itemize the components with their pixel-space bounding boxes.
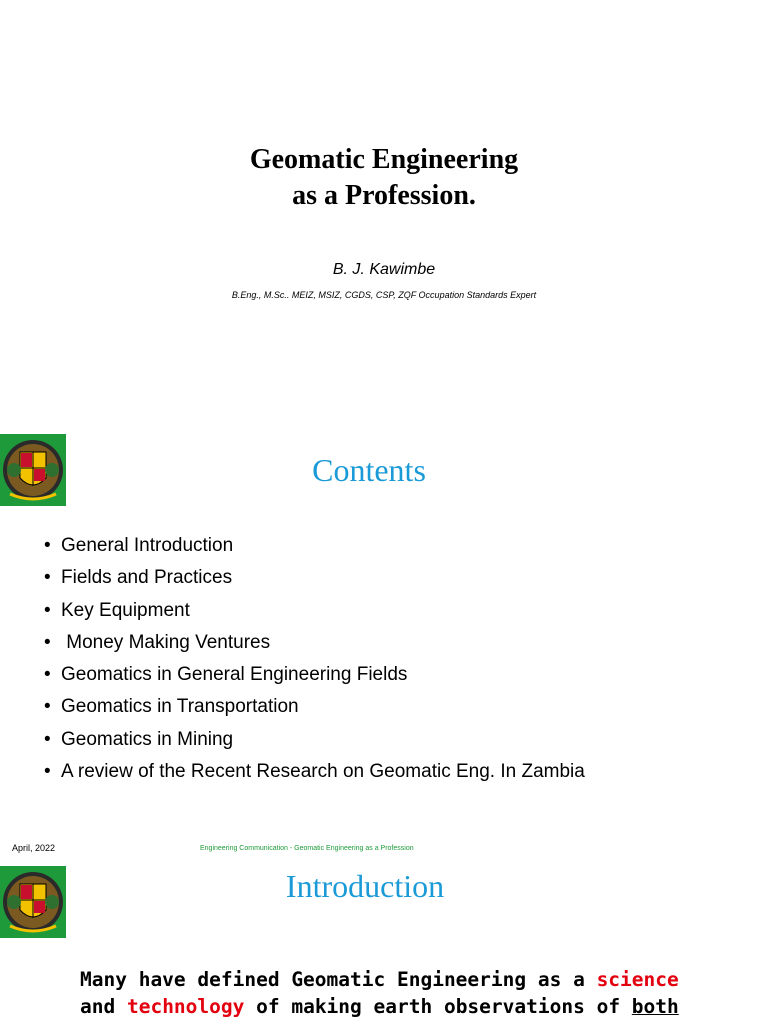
contents-list: [44, 530, 585, 788]
presentation-title: [0, 142, 768, 214]
introduction-heading: Introduction: [285, 868, 445, 904]
title-slide: [0, 0, 768, 430]
list-item: • Money Making Ventures: [44, 631, 271, 653]
list-item: • Geomatics in Mining: [44, 728, 234, 750]
list-item: • Geomatics in Transportation: [44, 696, 299, 718]
footer-caption: Engineering Communication - Geomatic Engineering as a Profession: [200, 845, 414, 852]
author-credentials: B.Eng., M.Sc.. MEIZ, MSIZ, CGDS, CSP, ZQF Occupation Standards Expert: [231, 290, 537, 300]
list-item: • Key Equipment: [44, 599, 190, 621]
contents-heading: Contents: [312, 452, 426, 488]
list-item: • Geomatics in General Engineering Fields: [44, 664, 408, 686]
list-item: • A review of the Recent Research on Geomatic Eng. In Zambia: [44, 761, 585, 783]
title-line-1: Geomatic Engineering: [249, 144, 519, 175]
intro-line-2: and technology of making earth observations of both: [80, 995, 679, 1018]
intro-line-1: Many have defined Geomatic Engineering as a science: [80, 968, 679, 991]
list-item: • Fields and Practices: [44, 567, 233, 589]
introduction-paragraph: [80, 966, 680, 1020]
title-line-2: as a Profession.: [292, 180, 476, 211]
list-item: • General Introduction: [44, 535, 234, 556]
footer-date: April, 2022: [12, 843, 56, 853]
author-name: B. J. Kawimbe: [332, 261, 436, 278]
